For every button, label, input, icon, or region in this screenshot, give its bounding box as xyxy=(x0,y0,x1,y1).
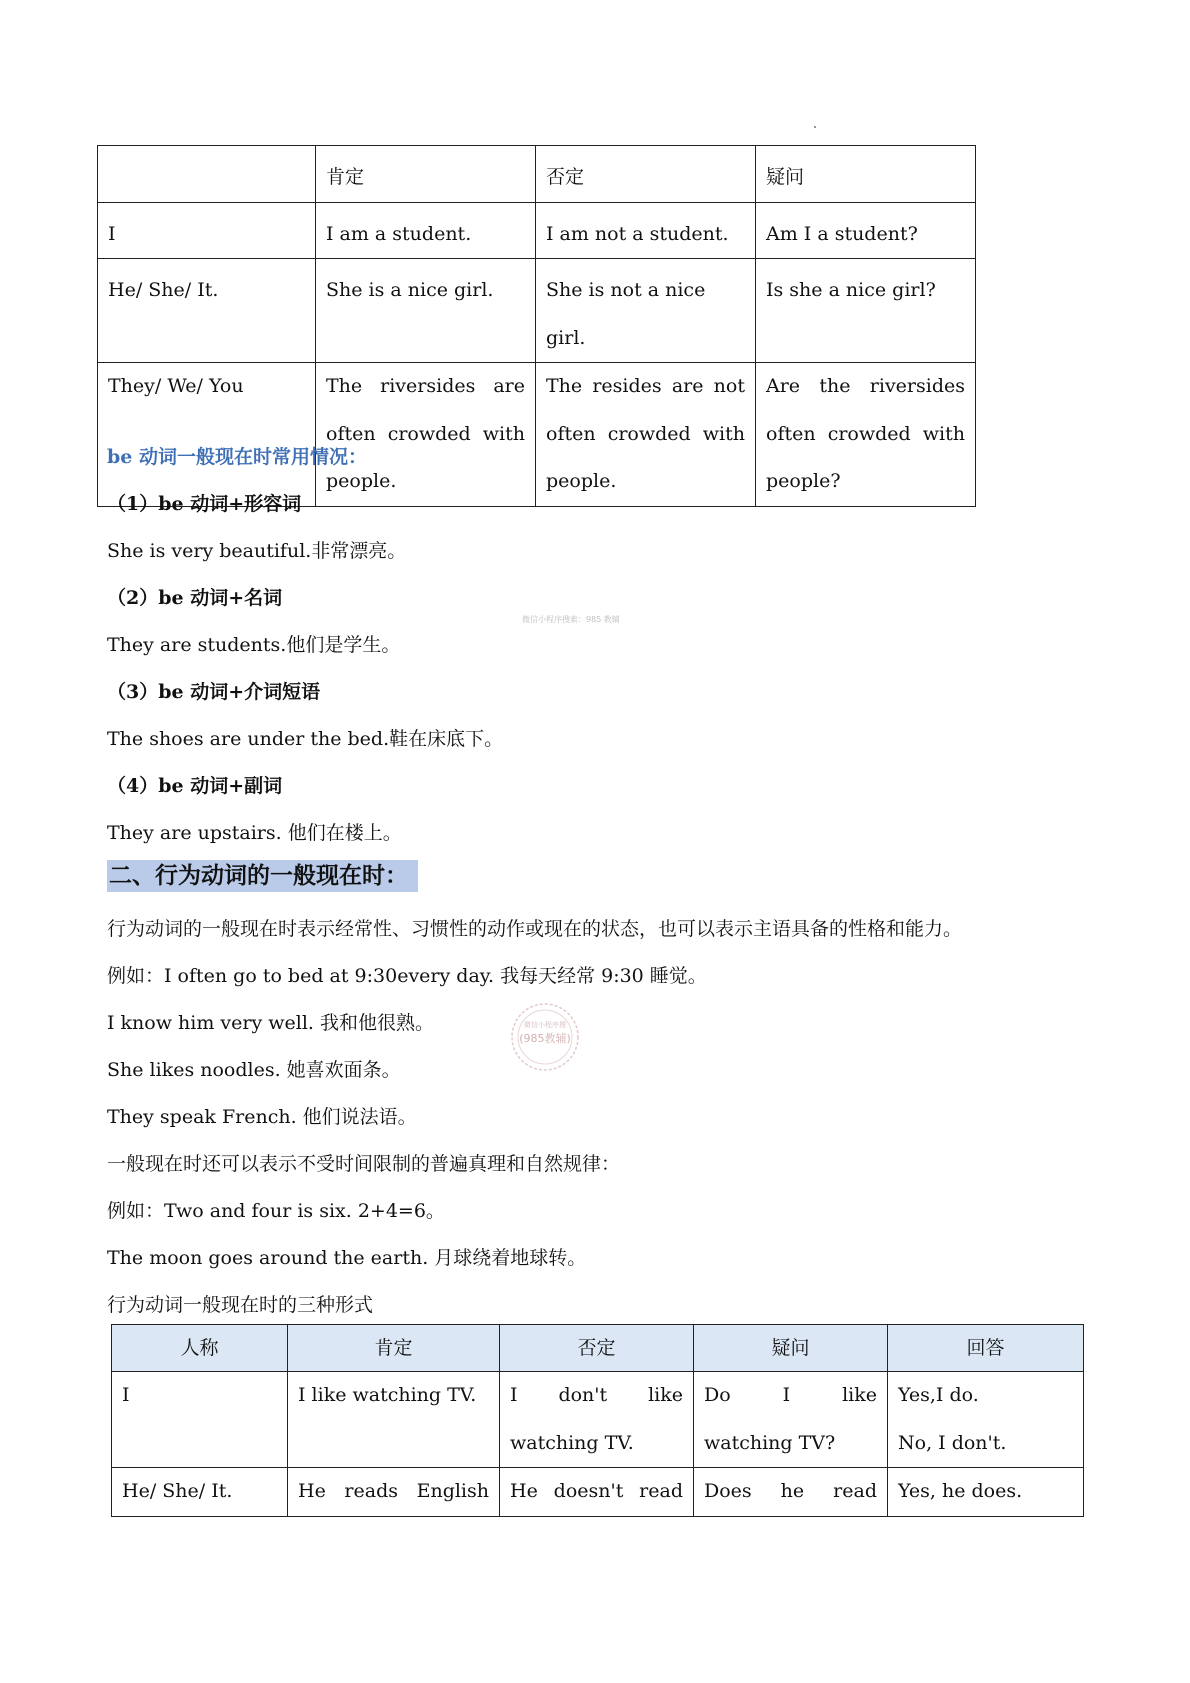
table-row xyxy=(112,1468,1084,1517)
table-cell: I don't like watching TV. xyxy=(500,1372,694,1468)
be-usage-example: They are upstairs. 他们在楼上。 xyxy=(107,822,402,844)
be-usage-item-title: （4）be 动词+副词 xyxy=(107,775,283,797)
section-title: 二、行为动词的一般现在时： xyxy=(107,860,418,892)
table-cell: The riversides are often crowded with people. xyxy=(316,363,536,507)
table-cell: I am not a student. xyxy=(536,202,756,259)
table-cell: He reads English xyxy=(288,1468,500,1517)
table-cell xyxy=(98,146,316,203)
table-cell: I xyxy=(112,1372,288,1468)
stamp-watermark-icon xyxy=(506,1000,584,1074)
table-cell: 肯定 xyxy=(316,146,536,203)
example-line: 例如：Two and four is six. 2+4=6。 xyxy=(107,1200,445,1222)
be-usage-item-title: （1）be 动词+形容词 xyxy=(107,493,302,515)
table-row xyxy=(98,363,976,507)
be-usage-example: She is very beautiful.非常漂亮。 xyxy=(107,540,407,562)
table-cell: She is a nice girl. xyxy=(316,259,536,363)
be-usage-heading: be 动词一般现在时常用情况： xyxy=(107,446,367,468)
table-header-cell: 疑问 xyxy=(694,1325,888,1372)
stray-dot xyxy=(814,126,816,128)
table-header-cell: 人称 xyxy=(112,1325,288,1372)
table-header-row xyxy=(98,146,976,203)
be-usage-item-title: （2）be 动词+名词 xyxy=(107,587,283,609)
example-line: They speak French. 他们说法语。 xyxy=(107,1106,417,1128)
table-cell xyxy=(888,1372,1084,1468)
table-cell: The resides are not often crowded with people. xyxy=(536,363,756,507)
section-intro: 行为动词的一般现在时表示经常性、习惯性的动作或现在的状态，也可以表示主语具备的性格和能力。 xyxy=(107,918,963,940)
table-header-cell: 肯定 xyxy=(288,1325,500,1372)
action-verb-table xyxy=(111,1324,1084,1517)
table-cell: I am a student. xyxy=(316,202,536,259)
table-cell: 否定 xyxy=(536,146,756,203)
be-usage-example: The shoes are under the bed.鞋在床底下。 xyxy=(107,728,504,750)
table-cell: He doesn't read xyxy=(500,1468,694,1517)
example-line: I know him very well. 我和他很熟。 xyxy=(107,1012,434,1034)
be-usage-item-title: （3）be 动词+介词短语 xyxy=(107,681,321,703)
example-line: She likes noodles. 她喜欢面条。 xyxy=(107,1059,401,1081)
truth-intro: 一般现在时还可以表示不受时间限制的普遍真理和自然规律： xyxy=(107,1153,621,1175)
table-cell: Does he read xyxy=(694,1468,888,1517)
table-cell: He/ She/ It. xyxy=(98,259,316,363)
table-cell: I xyxy=(98,202,316,259)
table-cell: He/ She/ It. xyxy=(112,1468,288,1517)
stamp-line2: (985教辅) xyxy=(519,1032,571,1045)
table-cell: I like watching TV. xyxy=(288,1372,500,1468)
table-cell: Is she a nice girl? xyxy=(756,259,976,363)
table-row xyxy=(98,259,976,363)
table-cell: Yes, he does. xyxy=(888,1468,1084,1517)
table-cell: Do I like watching TV? xyxy=(694,1372,888,1468)
be-usage-example: They are students.他们是学生。 xyxy=(107,634,401,656)
table-cell: They/ We/ You xyxy=(98,363,316,507)
table-cell: She is not a nice girl. xyxy=(536,259,756,363)
example-line: The moon goes around the earth. 月球绕着地球转。 xyxy=(107,1247,587,1269)
forms-title: 行为动词一般现在时的三种形式 xyxy=(107,1294,374,1316)
table-row xyxy=(98,202,976,259)
table-header-cell: 回答 xyxy=(888,1325,1084,1372)
table-cell: 疑问 xyxy=(756,146,976,203)
stamp-line1: 微信小程序搜 xyxy=(524,1021,566,1029)
answer-no: No, I don't. xyxy=(898,1431,1007,1454)
example-line: 例如：I often go to bed at 9:30every day. 我每天经常 9:30 睡觉。 xyxy=(107,965,707,987)
table-row xyxy=(112,1372,1084,1468)
answer-yes: Yes,I do. xyxy=(898,1384,979,1406)
table-header-cell: 否定 xyxy=(500,1325,694,1372)
watermark-text: 微信小程序搜索：985 教辅 xyxy=(522,615,620,624)
table-cell: Are the riversides often crowded with people? xyxy=(756,363,976,507)
table-cell: Am I a student? xyxy=(756,202,976,259)
table-header-row xyxy=(112,1325,1084,1372)
